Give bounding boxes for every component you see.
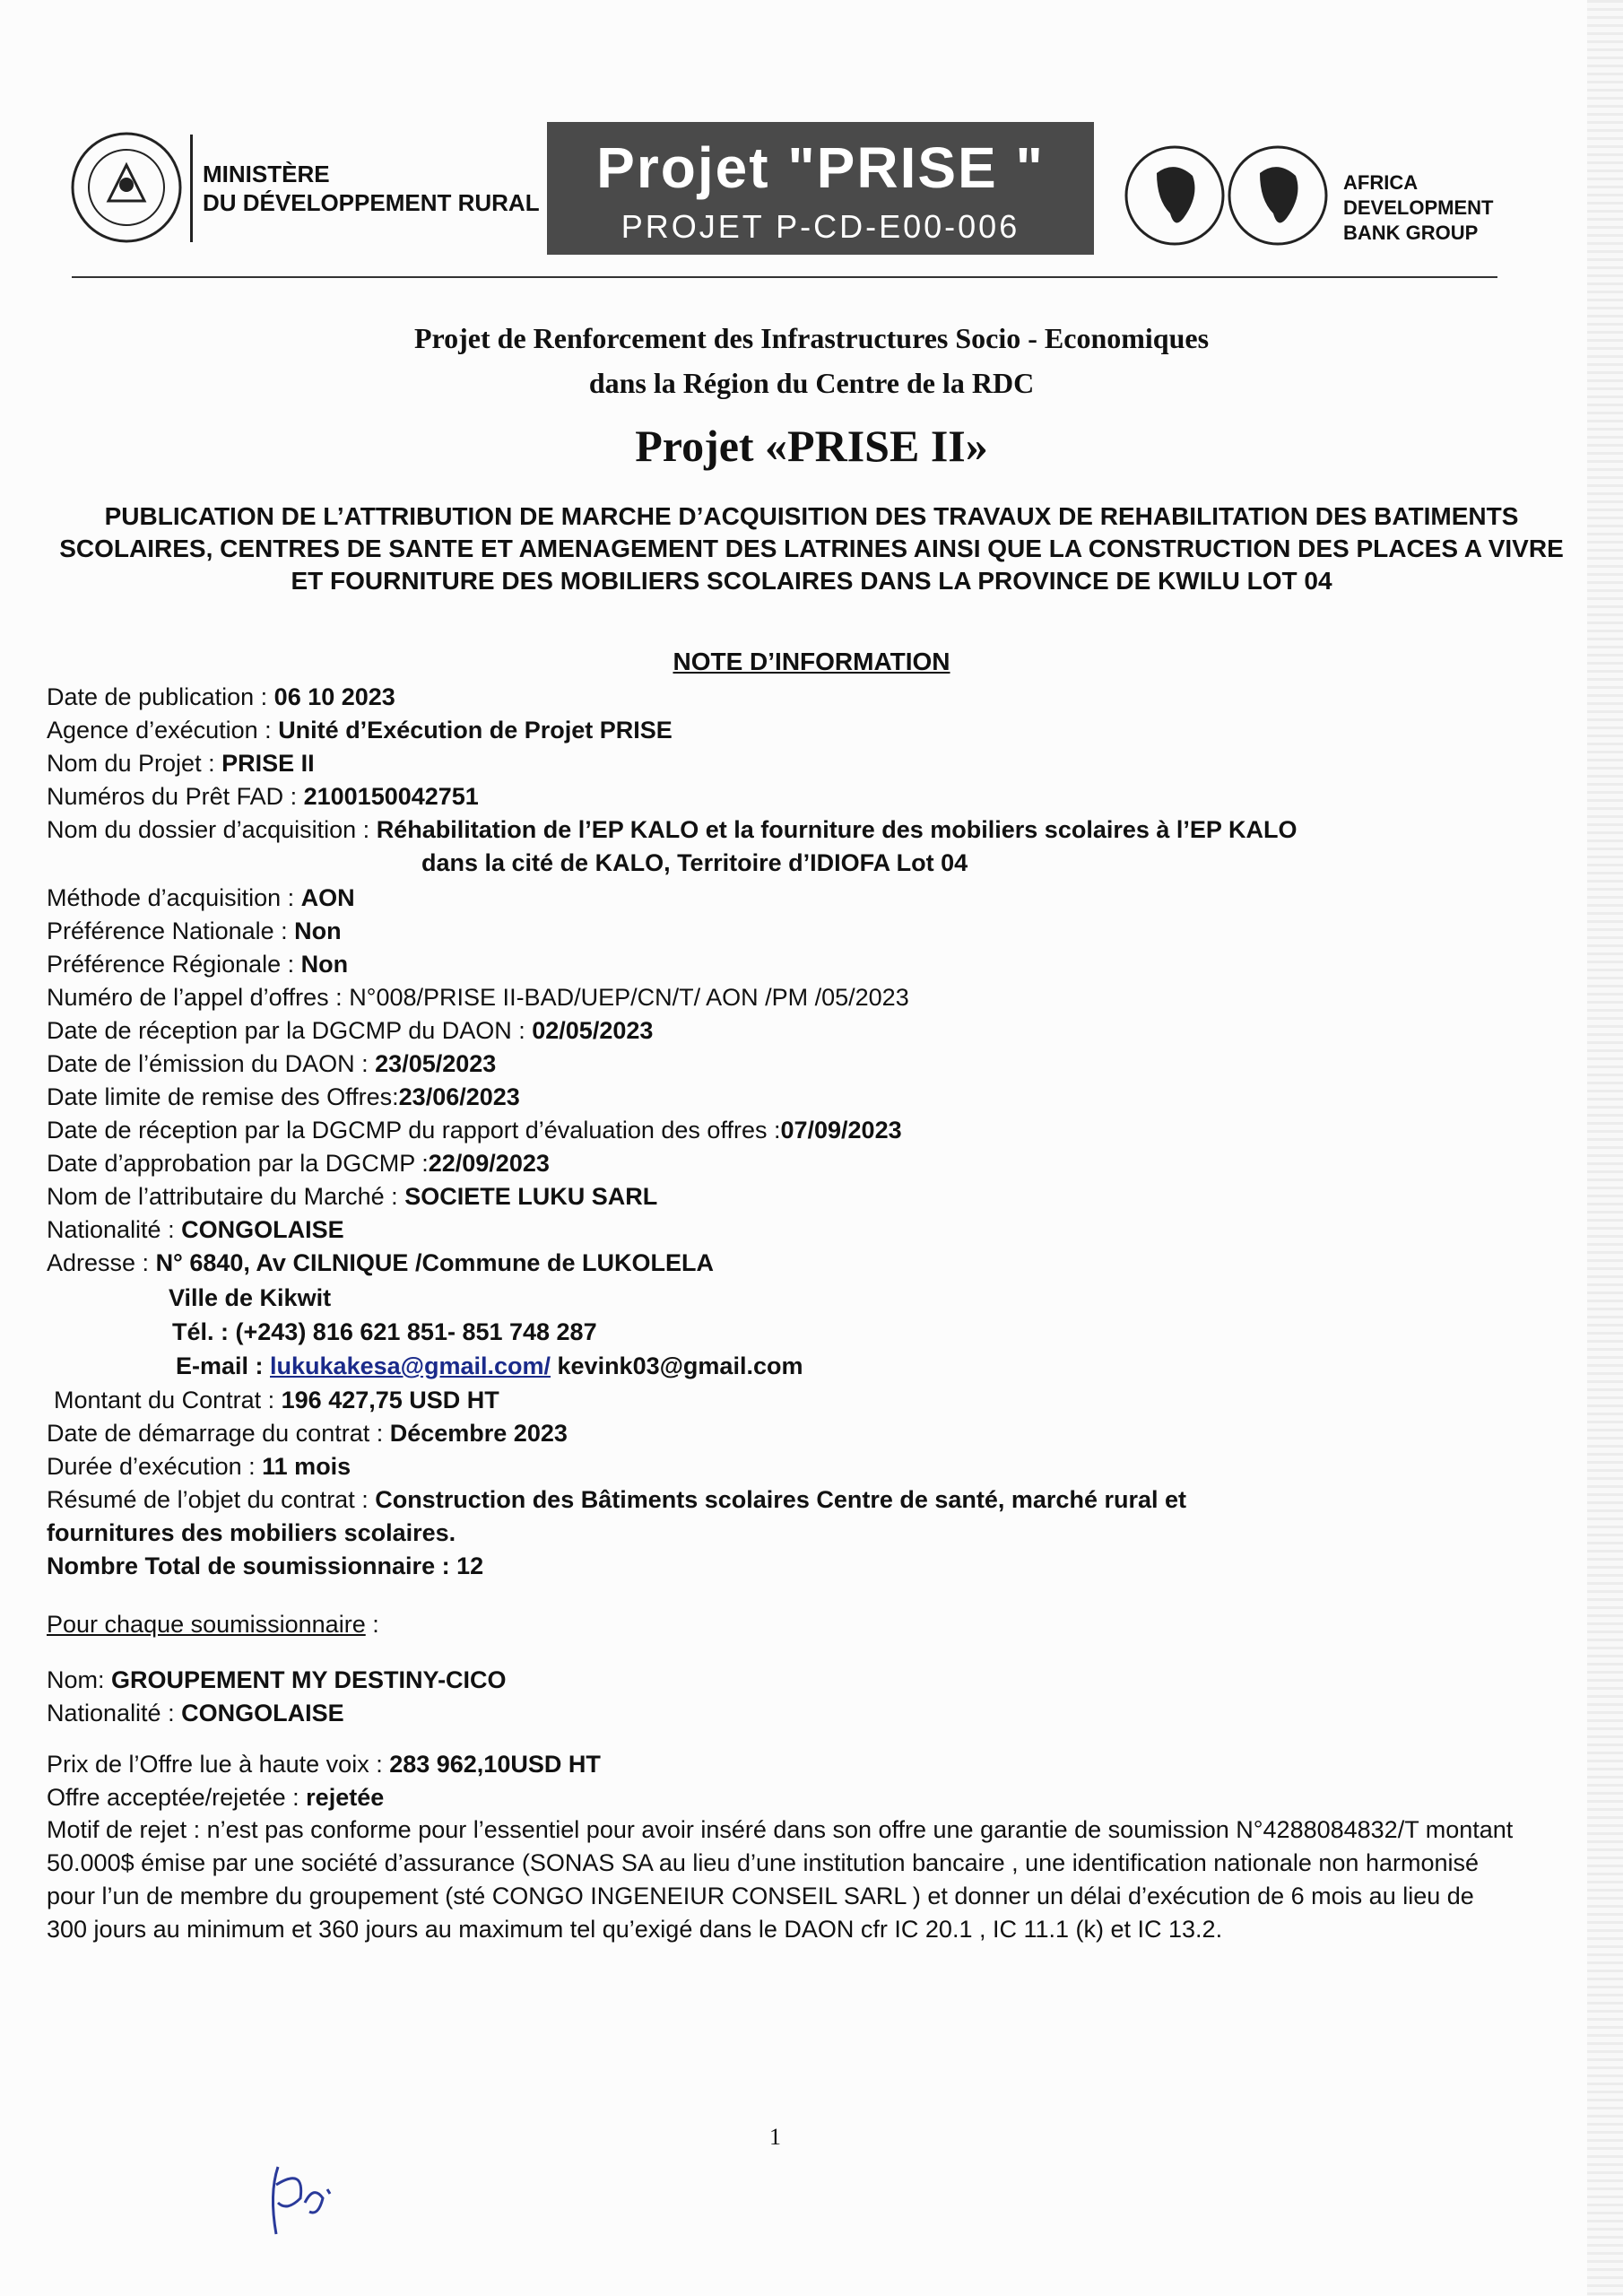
field-total-soumissionnaires: Nombre Total de soumissionnaire : 12 — [47, 1552, 484, 1579]
ministry-line-2: DU DÉVELOPPEMENT RURAL — [203, 189, 540, 216]
field-value: 07/09/2023 — [780, 1117, 902, 1144]
field-label: Nationalité : — [47, 1216, 182, 1243]
field-email — [176, 1352, 803, 1380]
field-duree — [47, 1453, 351, 1481]
email-link-1[interactable]: lukukakesa@gmail.com/ — [270, 1352, 551, 1379]
bidder-nationalite — [47, 1700, 344, 1727]
subtitle-line-2: dans la Région du Centre de la RDC — [588, 367, 1035, 399]
field-pret — [47, 783, 479, 811]
field-label: Nom du Projet : — [47, 750, 222, 777]
field-pref-nationale — [47, 918, 342, 945]
field-dossier — [47, 816, 1297, 844]
field-label: Méthode d’acquisition : — [47, 884, 301, 911]
field-value: Décembre 2023 — [389, 1420, 568, 1447]
field-label: Préférence Régionale : — [47, 951, 301, 978]
field-value: 23/05/2023 — [375, 1050, 497, 1077]
field-label: Numéro de l’appel d’offres : — [47, 984, 350, 1011]
publication-title: PUBLICATION DE L’ATTRIBUTION DE MARCHE D’ACQUISITION DES TRAVAUX DE REHABILITATION DES BATIMENTS SCOLAIRES, CENTRES DE SANTE ET AMENAGEMENT DES LATRINES AINSI QUE LA CONSTRUCTION DES PLACES A VIVRE ET FOURNITURE DES MOBILIERS SCOLAIRES DANS LA PROVINCE DE KWILU LOT 04 — [59, 502, 1564, 595]
field-montant — [54, 1387, 499, 1414]
field-appel — [47, 984, 909, 1012]
field-label: Adresse : — [47, 1249, 156, 1276]
field-value: 06 10 2023 — [273, 683, 395, 710]
field-label: Offre acceptée/rejetée : — [47, 1784, 307, 1811]
field-attributaire — [47, 1183, 657, 1211]
field-label: Nom de l’attributaire du Marché : — [47, 1183, 405, 1210]
field-resume — [47, 1486, 1186, 1514]
handwritten-signature-icon — [251, 2149, 350, 2248]
field-value: N° 6840, Av CILNIQUE /Commune de LUKOLELA — [155, 1249, 714, 1276]
afdb-line-2: BANK GROUP — [1343, 222, 1479, 244]
banner-title: Projet "PRISE " — [596, 135, 1045, 200]
field-methode — [47, 884, 355, 912]
field-value: Construction des Bâtiments scolaires Centre de santé, marché rural et — [375, 1486, 1186, 1513]
field-label: Date limite de remise des Offres: — [47, 1083, 399, 1110]
field-value: Réhabilitation de l’EP KALO et la fourniture des mobiliers scolaires à l’EP KALO — [376, 816, 1298, 843]
field-value: 23/06/2023 — [398, 1083, 520, 1110]
field-label: Résumé de l’objet du contrat : — [47, 1486, 376, 1513]
field-telephone: Tél. : (+243) 816 621 851- 851 748 287 — [172, 1318, 597, 1345]
field-value: SOCIETE LUKU SARL — [404, 1183, 658, 1210]
field-label: Date de publication : — [47, 683, 274, 710]
field-value: AON — [300, 884, 355, 911]
field-value: 02/05/2023 — [532, 1017, 654, 1044]
email-label: E-mail : — [176, 1352, 271, 1379]
bidder-motif — [47, 1813, 1517, 1946]
field-pref-regionale — [47, 951, 348, 978]
note-title: NOTE D’INFORMATION — [673, 648, 950, 675]
field-label: Nationalité : — [47, 1700, 182, 1726]
main-title: Projet «PRISE II» — [635, 421, 988, 471]
field-value: 11 mois — [262, 1453, 352, 1480]
field-approbation — [47, 1150, 550, 1178]
field-label: Numéros du Prêt FAD : — [47, 783, 304, 810]
field-label: Nom: — [47, 1666, 112, 1693]
subtitle-line-1: Projet de Renforcement des Infrastructures Socio - Economiques — [413, 322, 1210, 354]
field-nom-projet — [47, 750, 315, 778]
field-label: Date de réception par la DGCMP du DAON : — [47, 1017, 533, 1044]
ministry-line-1: MINISTÈRE — [203, 161, 330, 187]
field-label: Date de démarrage du contrat : — [47, 1420, 390, 1447]
field-demarrage — [47, 1420, 568, 1448]
email-2: kevink03@gmail.com — [557, 1352, 803, 1379]
field-label: Préférence Nationale : — [47, 918, 295, 944]
letterhead — [63, 117, 1506, 278]
field-ville: Ville de Kikwit — [169, 1284, 332, 1311]
bidders-heading — [47, 1611, 379, 1639]
field-label: Montant du Contrat : — [54, 1387, 282, 1413]
drc-government-seal-icon — [68, 129, 185, 246]
field-label: Date d’approbation par la DGCMP : — [47, 1150, 429, 1177]
field-emission-daon — [47, 1050, 496, 1078]
field-value: Non — [294, 918, 342, 944]
bidder-statut — [47, 1784, 384, 1812]
field-reception-daon — [47, 1017, 653, 1045]
field-value: 196 427,75 USD HT — [281, 1387, 499, 1413]
field-value: CONGOLAISE — [181, 1216, 344, 1243]
project-subtitle — [0, 316, 1623, 405]
header-rule — [72, 276, 1497, 278]
field-nationalite — [47, 1216, 344, 1244]
field-label: Date de l’émission du DAON : — [47, 1050, 376, 1077]
field-label: Motif de rejet : — [47, 1816, 207, 1843]
field-adresse — [47, 1249, 714, 1277]
afdb-line-1: AFRICA DEVELOPMENT — [1343, 171, 1494, 219]
field-value: PRISE II — [221, 750, 315, 777]
project-banner — [547, 122, 1094, 255]
field-value: N°008/PRISE II-BAD/UEP/CN/T/ AON /PM /05/2023 — [349, 984, 909, 1011]
field-agence — [47, 717, 673, 744]
field-label: Agence d’exécution : — [47, 717, 279, 744]
field-value: GROUPEMENT MY DESTINY-CICO — [111, 1666, 507, 1693]
field-limite-offres — [47, 1083, 520, 1111]
afdb-logo-icon — [1121, 142, 1336, 249]
bidder-prix — [47, 1751, 601, 1779]
field-value: 22/09/2023 — [428, 1150, 550, 1177]
field-value: CONGOLAISE — [181, 1700, 344, 1726]
field-value: Unité d’Exécution de Projet PRISE — [278, 717, 673, 744]
bidder-nom — [47, 1666, 507, 1694]
field-dossier-continued: dans la cité de KALO, Territoire d’IDIOFA Lot 04 — [421, 849, 968, 876]
field-label: Nom du dossier d’acquisition : — [47, 816, 377, 843]
field-label: Durée d’exécution : — [47, 1453, 263, 1480]
ministry-name — [203, 160, 540, 217]
field-value: rejetée — [306, 1784, 385, 1811]
bidders-heading-text: Pour chaque soumissionnaire — [47, 1611, 366, 1638]
field-value: 2100150042751 — [303, 783, 479, 810]
field-value: Non — [300, 951, 349, 978]
field-resume-continued: fournitures des mobiliers scolaires. — [47, 1519, 456, 1546]
field-date-publication — [47, 683, 395, 711]
bidders-heading-suffix: : — [365, 1611, 379, 1638]
field-label: Prix de l’Offre lue à haute voix : — [47, 1751, 390, 1778]
field-label: Date de réception par la DGCMP du rapport d’évaluation des offres : — [47, 1117, 781, 1144]
field-value: 283 962,10USD HT — [389, 1751, 601, 1778]
afdb-name — [1343, 170, 1506, 246]
field-value: n’est pas conforme pour l’essentiel pour avoir inséré dans son offre une garantie de soumission N°4288084832/T montant 50.000$ émise par une société d’assurance (SONAS SA au lieu d’une institution bancaire , une identification nationale non harmonisé pour l’un de membre du groupement (sté CONGO INGENEIUR CONSEIL SARL ) et donner un délai d’exécution de 6 mois au lieu de 300 jours au minimum et 360 jours au maximum tel qu’exigé dans le DAON cfr IC 20.1 , IC 11.1 (k) et IC 13.2. — [47, 1816, 1514, 1943]
field-reception-rapport — [47, 1117, 902, 1144]
page-number: 1 — [769, 2124, 781, 2150]
banner-code: PROJET P-CD-E00-006 — [621, 208, 1020, 245]
header-divider — [190, 135, 193, 242]
